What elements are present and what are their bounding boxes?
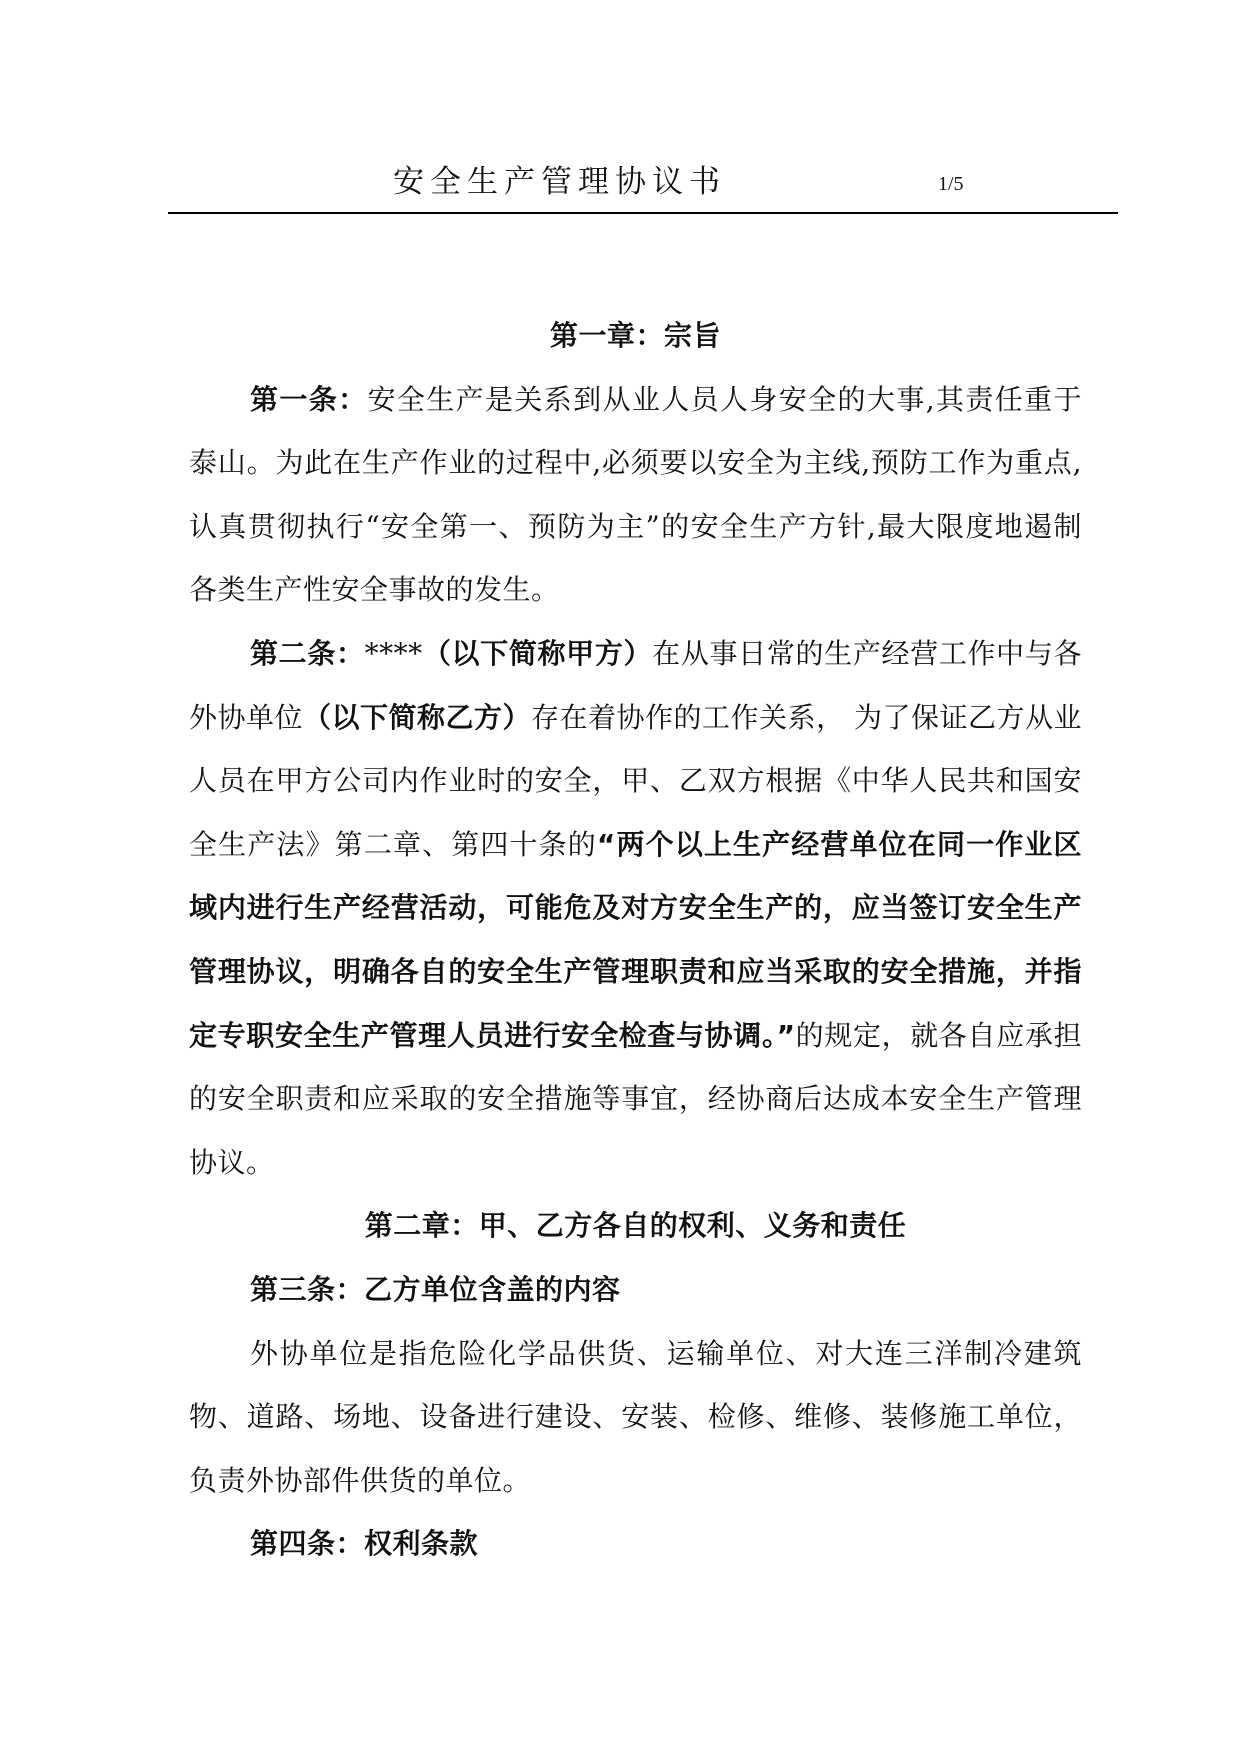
article-2-text-2: 存在着协作的工作关系， 为了保证乙方从业人员在甲方公司内作业时的安全，甲、乙双方根据《中华人民共和国安全生产法》第二章、第四十条的 — [189, 700, 1082, 861]
article-3-text: 外协单位是指危险化学品供货、运输单位、对大连三洋制冷建筑物、道路、场地、设备进行建设、安装、检修、维修、装修施工单位，负责外协部件供货的单位。 — [189, 1336, 1082, 1497]
party-b-note: （以下简称乙方） — [303, 700, 532, 734]
document-body — [189, 304, 1082, 1576]
party-a-note: （以下简称甲方） — [422, 636, 653, 670]
law-quote: “两个以上生产经营单位在同一作业区域内进行生产经营活动，可能危及对方安全生产的，应当签订安全生产管理协议，明确各自的安全生产管理职责和应当采取的安全措施，并指定专职安全生产管理人员进行安全检查与协调。” — [189, 827, 1082, 1052]
header-title: 安全生产管理协议书 — [393, 164, 726, 200]
chapter-2-title: 第二章：甲、乙方各自的权利、义务和责任 — [364, 1209, 907, 1243]
article-2-text-3: 的规定，就各自应承担的安全职责和应采取的安全措施等事宜，经协商后达成本安全生产管理协议。 — [189, 1018, 1082, 1179]
article-4-heading: 第四条：权利条款 — [250, 1527, 479, 1561]
article-1-text: 安全生产是关系到从业人员人身安全的大事,其责任重于泰山。为此在生产作业的过程中,必须要以安全为主线,预防工作为重点,认真贯彻执行“安全第一、预防为主”的安全生产方针,最大限度地遏制各类生产性安全事故的发生。 — [189, 382, 1082, 607]
page-header — [168, 160, 1118, 214]
article-2-label: 第二条： — [250, 636, 365, 670]
article-2-text-1: 在从事日常的生产经营工作中与各外协单位 — [189, 636, 1082, 734]
article-1-label: 第一条： — [250, 382, 368, 416]
article-3-heading: 第三条：乙方单位含盖的内容 — [250, 1272, 621, 1306]
article-1 — [189, 368, 1082, 622]
chapter-1-title: 第一章：宗旨 — [549, 319, 721, 352]
article-2 — [189, 622, 1082, 1194]
party-a-name: **** — [364, 636, 423, 670]
page-number: 1/5 — [938, 173, 964, 195]
